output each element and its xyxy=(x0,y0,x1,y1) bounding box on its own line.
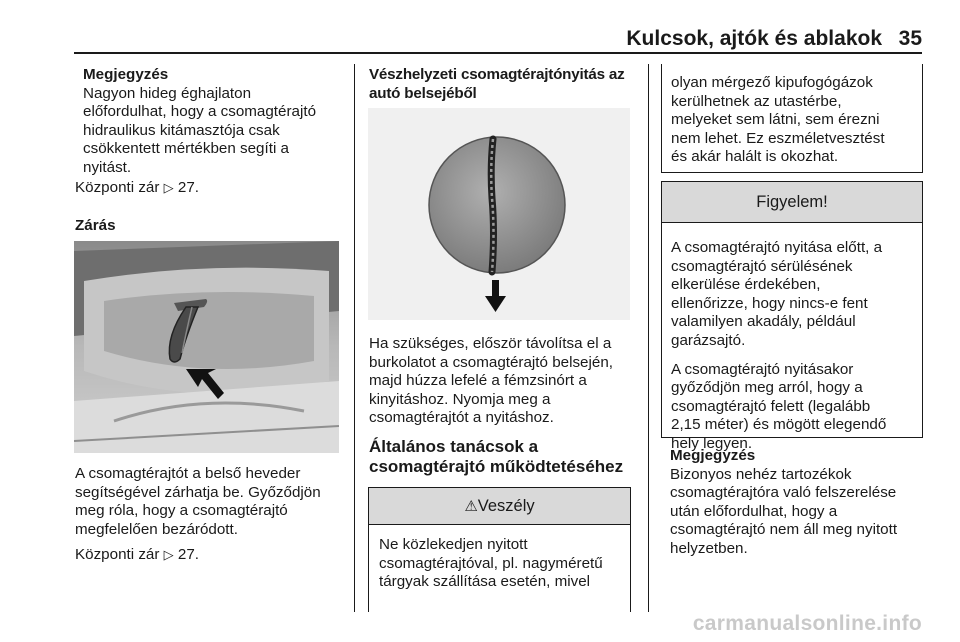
note-line: helyzetben. xyxy=(670,539,748,557)
note-heading: Megjegyzés xyxy=(670,447,756,464)
body-line: tárgyak szállítása esetén, mivel xyxy=(379,573,591,591)
emergency-opening-heading xyxy=(369,66,635,103)
caution-box-body xyxy=(662,223,922,454)
column-divider-right xyxy=(648,64,649,612)
body-line: meg róla, hogy a csomagtérajtó xyxy=(75,502,288,520)
body-line: hely legyen. xyxy=(671,434,753,452)
cross-reference-text: Központi zár xyxy=(75,179,160,196)
page-reference-icon: ▷ xyxy=(163,180,174,195)
danger-box-header xyxy=(369,488,630,525)
body-line: megfelelően bezáródott. xyxy=(75,520,238,538)
note-line: Nagyon hideg éghajlaton xyxy=(83,84,252,102)
cross-reference-text: Központi zár xyxy=(75,546,160,563)
danger-box xyxy=(368,487,631,612)
body-line: ellenőrizze, hogy nincs-e fent xyxy=(671,294,868,312)
page-header-title: Kulcsok, ajtók és ablakok xyxy=(626,27,882,50)
body-line: garázsajtó. xyxy=(671,331,746,349)
body-line: A csomagtérajtót a belső heveder xyxy=(75,465,301,482)
body-line: majd húzza lefelé a fémzsinórt a xyxy=(369,372,587,390)
general-advice-heading xyxy=(369,437,635,477)
page-number: 35 xyxy=(898,27,922,50)
warning-triangle-icon: ⚠ xyxy=(464,498,478,515)
heading-line: autó belsejéből xyxy=(369,84,477,102)
note-line: csomagtérajtóra való felszerelése xyxy=(670,484,897,502)
column-divider-left xyxy=(354,64,355,612)
note-line: hidraulikus kitámasztója csak xyxy=(83,121,280,139)
emergency-opening-instructions xyxy=(369,335,635,428)
body-line: Ha szükséges, először távolítsa el a xyxy=(369,335,612,352)
body-line: győződjön meg arról, hogy a xyxy=(671,379,863,397)
body-line: Ne közlekedjen nyitott xyxy=(379,536,528,553)
body-line: kinyitáshoz. Nyomja meg a xyxy=(369,390,551,408)
caution-box xyxy=(661,181,923,452)
danger-box-continued-body xyxy=(662,64,922,167)
note-block-1 xyxy=(83,66,345,178)
header-rule xyxy=(74,52,922,54)
heading-line: Vészhelyzeti csomagtérajtónyitás az xyxy=(369,66,625,83)
danger-title: Veszély xyxy=(477,497,535,515)
cross-reference-page: 27. xyxy=(177,546,200,563)
body-line: olyan mérgező kipufogógázok xyxy=(671,74,873,91)
watermark: carmanualsonline.info xyxy=(692,612,922,635)
body-line: és akár halált is okozhat. xyxy=(671,148,839,166)
note-line: csökkentett mértékben segíti a xyxy=(83,140,289,158)
body-line: A csomagtérajtó nyitása előtt, a xyxy=(671,239,883,256)
heading-line: Általános tanácsok a xyxy=(369,437,539,456)
body-line: elkerülése érdekében, xyxy=(671,276,821,294)
body-line: melyeket sem látni, sem érezni xyxy=(671,111,880,129)
note-line: előfordulhat, hogy a csomagtérajtó xyxy=(83,103,317,121)
note-block-2 xyxy=(670,447,924,559)
body-line: valamilyen akadály, például xyxy=(671,313,856,331)
note-line: nyitást. xyxy=(83,158,132,176)
caution-box-header: Figyelem! xyxy=(662,182,922,223)
cross-reference-1[interactable] xyxy=(75,179,345,198)
heading-line: csomagtérajtó működtetéséhez xyxy=(369,457,624,476)
note-line: csomagtérajtó nem áll meg nyitott xyxy=(670,521,898,539)
note-line: Bizonyos nehéz tartozékok xyxy=(670,465,852,483)
emergency-release-illustration xyxy=(368,108,630,320)
body-line: burkolatot a csomagtérajtó belsején, xyxy=(369,353,613,371)
body-line: kerülhetnek az utastérbe, xyxy=(671,92,842,110)
body-line: csomagtérajtót a nyitáshoz. xyxy=(369,409,554,427)
closing-instructions xyxy=(75,465,345,539)
danger-box-continued xyxy=(661,64,923,173)
body-line: csomagtérajtó sérülésének xyxy=(671,257,853,275)
note-heading: Megjegyzés xyxy=(83,66,169,83)
body-line: nem lehet. Ez eszméletvesztést xyxy=(671,129,885,147)
tailgate-strap-illustration xyxy=(74,241,339,453)
cross-reference-2[interactable] xyxy=(75,546,345,565)
section-heading-closing: Zárás xyxy=(75,217,116,234)
body-line: csomagtérajtóval, pl. nagyméretű xyxy=(379,554,603,572)
cross-reference-page: 27. xyxy=(177,179,200,196)
body-line: 2,15 méter) és mögött elegendő xyxy=(671,416,887,434)
body-line: segítségével zárhatja be. Győződjön xyxy=(75,483,321,501)
body-line: A csomagtérajtó nyitásakor xyxy=(671,360,854,378)
note-line: után előfordulhat, hogy a xyxy=(670,502,838,520)
danger-box-body xyxy=(369,525,630,592)
page-reference-icon: ▷ xyxy=(163,547,174,562)
body-line: csomagtérajtó felett (legalább xyxy=(671,397,871,415)
